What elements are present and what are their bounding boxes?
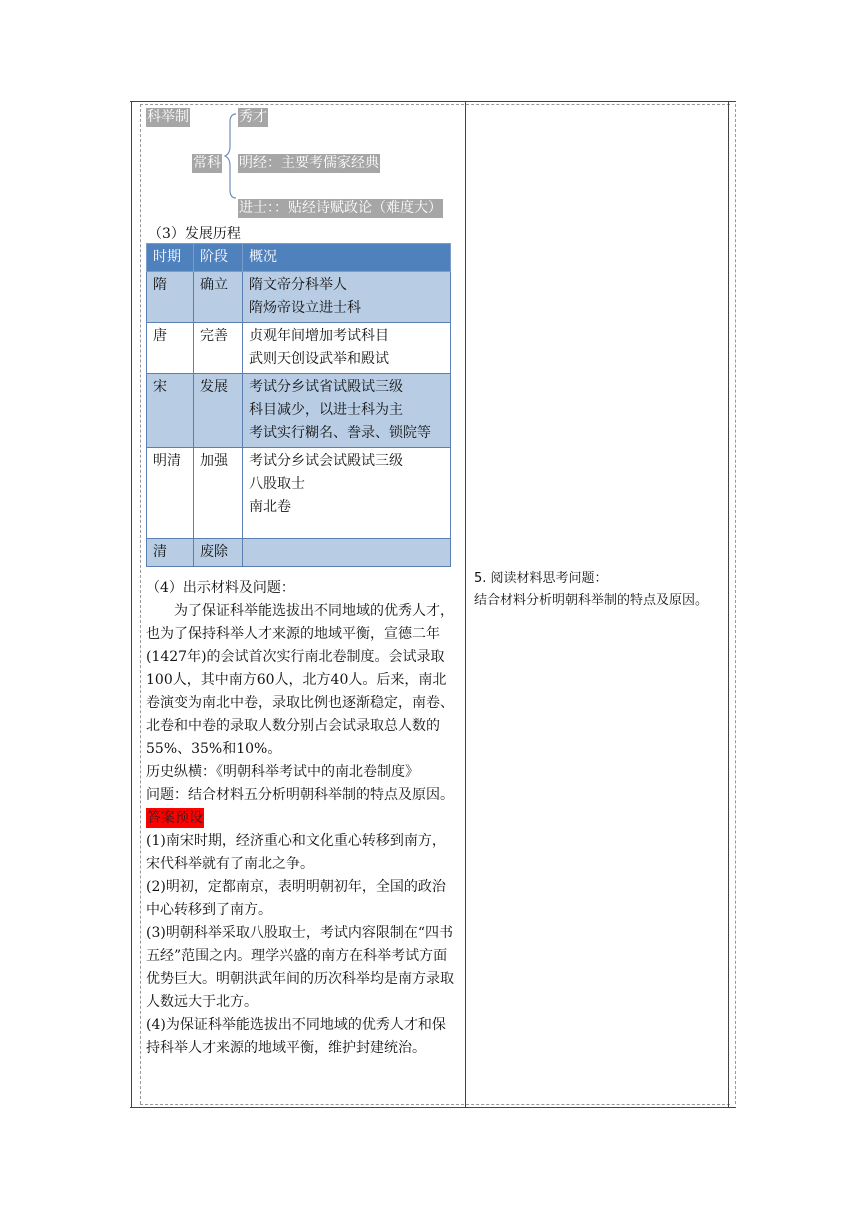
answer-item: (1)南宋时期，经济重心和文化重心转移到南方，宋代科举就有了南北之争。 xyxy=(146,833,446,872)
section4 xyxy=(146,577,458,1060)
row-period: 明清 xyxy=(147,448,194,539)
overview-line: 八股取士 xyxy=(249,476,305,492)
frame-right xyxy=(728,101,729,1108)
diagram-item-xiucai: 秀才 xyxy=(239,109,267,125)
material-paragraph: 为了保证科举能选拔出不同地域的优秀人才，也为了保持科举人才来源的地域平衡，宣德二年(1427年)的会试首次实行南北卷制度。会试录取100人，其中南方60人，北方40人。后来，南北卷演变为南北中卷，录取比例也逐渐稳定，南卷、北卷和中卷的录取人数分别占会试录取总人数的55%、35%和10%。 xyxy=(146,603,454,757)
overview-line: 贞观年间增加考试科目 xyxy=(249,328,389,344)
diagram-item-jinshi: 进士：：贴经诗赋政论（难度大） xyxy=(239,200,442,216)
answer-item: (3)明朝科举采取八股取士，考试内容限制在“四书五经”范围之内。理学兴盛的南方在科举考试方面优势巨大。明朝洪武年间的历次科举均是南方录取人数远大于北方。 xyxy=(146,925,454,1010)
header-overview: 概况 xyxy=(243,244,451,272)
brace-icon xyxy=(224,110,238,200)
answer-label: 答案预设 xyxy=(147,810,203,826)
row-overview xyxy=(243,374,451,448)
table-row xyxy=(147,272,451,323)
row-period: 宋 xyxy=(147,374,194,448)
overview-line: 武则天创设武举和殿试 xyxy=(249,351,389,367)
row-period: 隋 xyxy=(147,272,194,323)
diagram-item-mingjing: 明经：主要考儒家经典 xyxy=(239,155,379,171)
header-stage: 阶段 xyxy=(194,244,243,272)
row-overview xyxy=(243,272,451,323)
table-row xyxy=(147,539,451,567)
diagram-root: 科举制 xyxy=(147,109,189,125)
frame-top xyxy=(130,101,736,102)
overview-line: 南北卷 xyxy=(249,499,291,515)
row-period: 唐 xyxy=(147,323,194,374)
overview-line: 考试实行糊名、誊录、锁院等 xyxy=(249,425,431,441)
frame-left-inner xyxy=(140,104,141,1104)
section3-heading: （3）发展历程 xyxy=(148,226,241,242)
question-text: 问题：结合材料五分析明朝科举制的特点及原因。 xyxy=(146,787,454,803)
row-overview xyxy=(243,539,451,567)
frame-top-inner xyxy=(140,104,730,105)
right-title: 5. 阅读材料思考问题： xyxy=(474,571,608,586)
development-table xyxy=(146,243,451,567)
overview-line: 科目减少，以进士科为主 xyxy=(249,402,403,418)
frame-divider xyxy=(465,101,466,1108)
row-stage: 确立 xyxy=(194,272,243,323)
overview-line: 隋炀帝设立进士科 xyxy=(249,300,361,316)
row-overview xyxy=(243,323,451,374)
table-row xyxy=(147,374,451,448)
header-period: 时期 xyxy=(147,244,194,272)
answer-item: (4)为保证科举能选拔出不同地域的优秀人才和保持科举人才来源的地域平衡，维护封建统治。 xyxy=(146,1017,446,1056)
row-stage: 发展 xyxy=(194,374,243,448)
frame-bottom-inner xyxy=(140,1104,730,1105)
row-stage: 加强 xyxy=(194,448,243,539)
row-period: 清 xyxy=(147,539,194,567)
frame-bottom xyxy=(130,1107,736,1108)
frame-left xyxy=(131,101,132,1108)
overview-line: 隋文帝分科举人 xyxy=(249,277,347,293)
row-stage: 废除 xyxy=(194,539,243,567)
material-source: 历史纵横：《明朝科举考试中的南北卷制度》 xyxy=(146,764,419,780)
table-row xyxy=(147,448,451,539)
row-stage: 完善 xyxy=(194,323,243,374)
overview-line: 考试分乡试会试殿试三级 xyxy=(249,453,403,469)
right-body: 结合材料分析明朝科举制的特点及原因。 xyxy=(474,593,709,608)
right-column xyxy=(474,568,724,612)
table-row xyxy=(147,323,451,374)
answer-item: (2)明初，定都南京，表明明朝初年，全国的政治中心转移到了南方。 xyxy=(146,879,446,918)
row-overview xyxy=(243,448,451,539)
overview-line: 考试分乡试省试殿试三级 xyxy=(249,379,403,395)
frame-right-outer xyxy=(735,104,736,1104)
diagram-branch: 常科 xyxy=(193,155,221,171)
section4-heading: （4）出示材料及问题： xyxy=(146,580,295,596)
